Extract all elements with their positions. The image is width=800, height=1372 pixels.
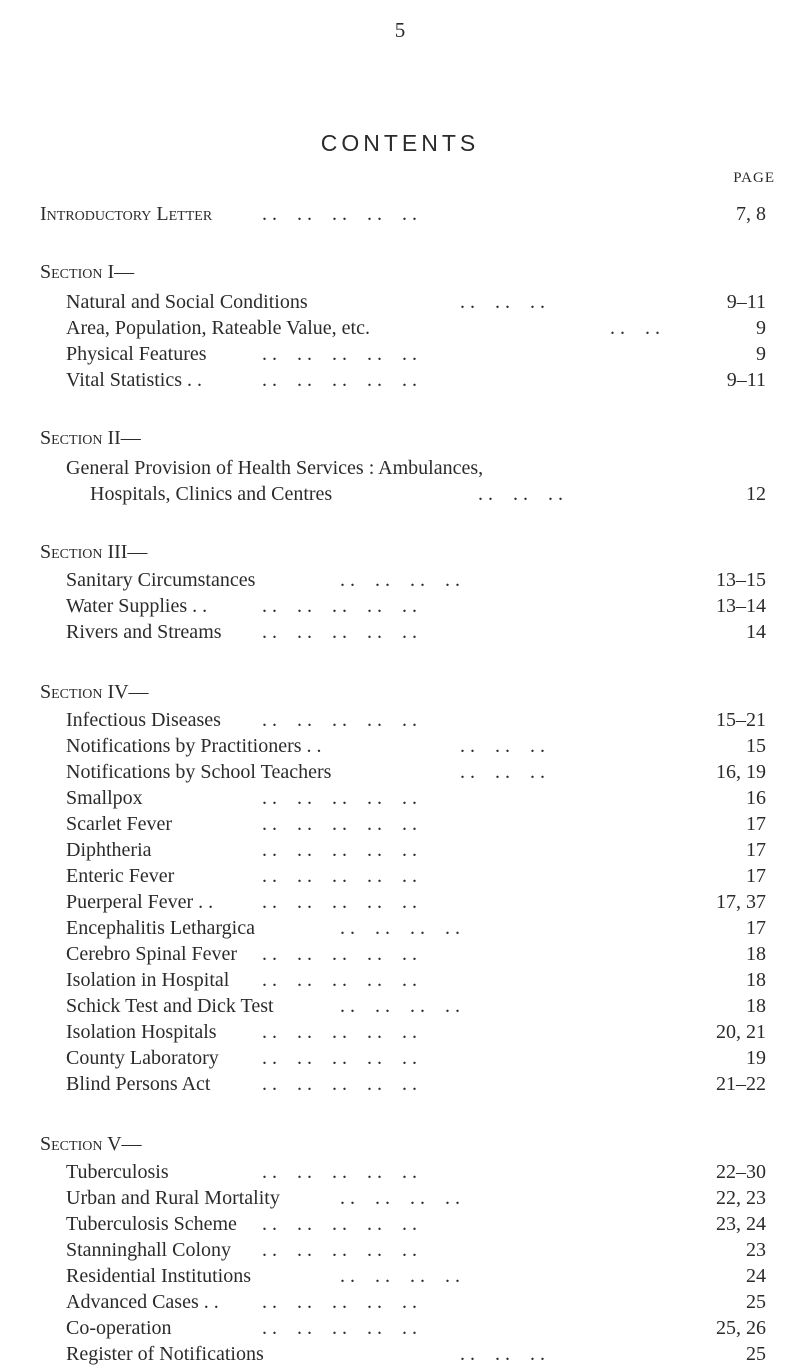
- dot-leader: . . . . . . . . . .: [262, 1021, 417, 1043]
- entry-pages: 16, 19: [716, 761, 766, 783]
- dot-leader: . . . . . . . .: [340, 1187, 460, 1209]
- entry-label: Cerebro Spinal Fever: [66, 943, 238, 965]
- entry-pages: 13–14: [716, 595, 766, 617]
- entry-pages: 17, 37: [716, 891, 766, 913]
- entry-pages: 9–11: [726, 369, 766, 391]
- toc-entry: [0, 966, 800, 994]
- entry-label: Scarlet Fever: [66, 813, 173, 835]
- dot-leader: . . . . . . . . . .: [262, 1317, 417, 1339]
- entry-label: Enteric Fever: [66, 865, 175, 887]
- dot-leader: . . . . . .: [460, 1343, 545, 1365]
- toc-entry: [0, 618, 800, 646]
- entry-label: Tuberculosis Scheme: [66, 1213, 237, 1235]
- entry-label: Encephalitis Lethargica: [66, 917, 255, 939]
- toc-entry: [0, 1288, 800, 1316]
- page-column-header: PAGE: [733, 170, 775, 186]
- section-heading: Section IV—: [40, 681, 149, 703]
- entry-label: Notifications by School Teachers: [66, 761, 332, 783]
- toc-entry: [0, 914, 800, 942]
- entry-label: Schick Test and Dick Test: [66, 995, 274, 1017]
- toc-entry: [0, 1210, 800, 1238]
- toc-entry: [0, 940, 800, 968]
- entry-pages: 9: [756, 343, 766, 365]
- toc-entry: [0, 862, 800, 890]
- toc-entry: [0, 992, 800, 1020]
- dot-leader: . . . . . . . . . .: [262, 621, 417, 643]
- entry-pages: 9–11: [726, 291, 766, 313]
- toc-entry: [0, 340, 800, 368]
- dot-leader: . . . . . . . . . .: [262, 595, 417, 617]
- dot-leader: . . . . . .: [460, 735, 545, 757]
- entry-pages: 22–30: [716, 1161, 766, 1183]
- contents-title: CONTENTS: [320, 130, 480, 156]
- entry-pages: 18: [746, 943, 766, 965]
- dot-leader: . . . . . . . . . .: [262, 1073, 417, 1095]
- entry-label: Area, Population, Rateable Value, etc.: [66, 317, 370, 339]
- dot-leader: . . . . . . . . . .: [262, 839, 417, 861]
- toc-entry: [0, 1070, 800, 1098]
- entry-label: Physical Features: [66, 343, 207, 365]
- entry-pages: 18: [746, 995, 766, 1017]
- toc-entry: [0, 1314, 800, 1342]
- entry-label: Residential Institutions: [66, 1265, 251, 1287]
- entry-pages: 25: [746, 1291, 766, 1313]
- entry-label: Co-operation: [66, 1317, 172, 1339]
- entry-label: Register of Notifications: [66, 1343, 264, 1365]
- dot-leader: . . . . . . . . . .: [262, 709, 417, 731]
- entry-pages: 13–15: [716, 569, 766, 591]
- dot-leader: . . . . . .: [478, 483, 563, 505]
- entry-pages: 23: [746, 1239, 766, 1261]
- entry-label: Natural and Social Conditions: [66, 291, 308, 313]
- entry-label: Smallpox: [66, 787, 143, 809]
- toc-entry: [0, 1158, 800, 1186]
- toc-entry: [0, 732, 800, 760]
- entry-pages: 21–22: [716, 1073, 766, 1095]
- toc-entry: [0, 1018, 800, 1046]
- dot-leader: . . . . . . . . . .: [262, 943, 417, 965]
- toc-entry: [0, 454, 800, 482]
- page-number: 5: [394, 18, 406, 42]
- entry-label: Advanced Cases . .: [66, 1291, 219, 1313]
- toc-entry: [0, 366, 800, 394]
- dot-leader: . . . . . . . . . .: [262, 1213, 417, 1235]
- entry-pages: 9: [756, 317, 766, 339]
- section-heading: Section I—: [40, 261, 135, 283]
- dot-leader: . . . . . . . . . .: [262, 787, 417, 809]
- entry-label: Isolation in Hospital: [66, 969, 230, 991]
- toc-entry: [0, 888, 800, 916]
- entry-pages: 24: [746, 1265, 766, 1287]
- dot-leader: . . . . . . . .: [340, 1265, 460, 1287]
- entry-label: Puerperal Fever . .: [66, 891, 214, 913]
- toc-entry-introductory-letter: [0, 200, 800, 228]
- toc-entry: [0, 480, 800, 508]
- entry-pages: 15: [746, 735, 766, 757]
- section-heading: Section III—: [40, 541, 148, 563]
- dot-leader: . . . . . . . .: [340, 569, 460, 591]
- dot-leader: . . . . . . . . . .: [262, 369, 417, 391]
- entry-pages: 23, 24: [716, 1213, 766, 1235]
- toc-entry: [0, 836, 800, 864]
- entry-pages: 25: [746, 1343, 766, 1365]
- entry-pages: 15–21: [716, 709, 766, 731]
- toc-entry: [0, 1044, 800, 1072]
- entry-pages: 22, 23: [716, 1187, 766, 1209]
- entry-label: Tuberculosis: [66, 1161, 169, 1183]
- entry-label: Isolation Hospitals: [66, 1021, 217, 1043]
- entry-label: Vital Statistics . .: [66, 369, 203, 391]
- entry-pages: 25, 26: [716, 1317, 766, 1339]
- entry-label: Urban and Rural Mortality: [66, 1187, 280, 1209]
- entry-label: Diphtheria: [66, 839, 152, 861]
- dot-leader: . . . . . . . . . .: [262, 1239, 417, 1261]
- dot-leader: . . . . . . . . . .: [262, 891, 417, 913]
- entry-label: Stanninghall Colony: [66, 1239, 231, 1261]
- dot-leader: . . . . . . . . . .: [262, 1291, 417, 1313]
- entry-label: Infectious Diseases: [66, 709, 221, 731]
- toc-entry: [0, 1184, 800, 1212]
- entry-pages: 16: [746, 787, 766, 809]
- dot-leader: . . . .: [610, 317, 660, 339]
- entry-label: Water Supplies . .: [66, 595, 208, 617]
- dot-leader: . . . . . . . .: [340, 917, 460, 939]
- toc-entry: [0, 1262, 800, 1290]
- section-heading: Section V—: [40, 1133, 142, 1155]
- toc-entry: [0, 810, 800, 838]
- dot-leader: . . . . . . . . . .: [262, 1047, 417, 1069]
- entry-pages: 17: [746, 839, 766, 861]
- dot-leader: . . . . . .: [460, 761, 545, 783]
- dot-leader: . . . . . . . . . .: [262, 1161, 417, 1183]
- dot-leader: . . . . . . . . . .: [262, 865, 417, 887]
- toc-entry: [0, 758, 800, 786]
- entry-pages: 14: [746, 621, 766, 643]
- toc-entry: [0, 784, 800, 812]
- dot-leader: . . . . . . . . . .: [262, 969, 417, 991]
- toc-entry: [0, 288, 800, 316]
- entry-pages: 17: [746, 865, 766, 887]
- section-heading: Section II—: [40, 427, 141, 449]
- toc-entry: [0, 706, 800, 734]
- toc-entry: [0, 314, 800, 342]
- toc-entry: [0, 566, 800, 594]
- entry-label: Rivers and Streams: [66, 621, 222, 643]
- entry-label: Blind Persons Act: [66, 1073, 211, 1095]
- entry-pages: 19: [746, 1047, 766, 1069]
- dot-leader: . . . . . . . . . .: [262, 203, 417, 225]
- entry-label: Introductory Letter: [40, 203, 213, 225]
- dot-leader: . . . . . .: [460, 291, 545, 313]
- entry-pages: 7, 8: [736, 203, 766, 225]
- entry-pages: 20, 21: [716, 1021, 766, 1043]
- entry-pages: 17: [746, 813, 766, 835]
- toc-entry: [0, 1236, 800, 1264]
- entry-label: Notifications by Practitioners . .: [66, 735, 322, 757]
- entry-pages: 18: [746, 969, 766, 991]
- toc-entry: [0, 592, 800, 620]
- entry-label: Hospitals, Clinics and Centres: [90, 483, 333, 505]
- entry-label: General Provision of Health Services : Ambulances,: [66, 457, 484, 479]
- entry-label: County Laboratory: [66, 1047, 219, 1069]
- entry-label: Sanitary Circumstances: [66, 569, 256, 591]
- entry-pages: 17: [746, 917, 766, 939]
- entry-pages: 12: [746, 483, 766, 505]
- dot-leader: . . . . . . . . . .: [262, 813, 417, 835]
- dot-leader: . . . . . . . .: [340, 995, 460, 1017]
- dot-leader: . . . . . . . . . .: [262, 343, 417, 365]
- toc-entry: [0, 1340, 800, 1368]
